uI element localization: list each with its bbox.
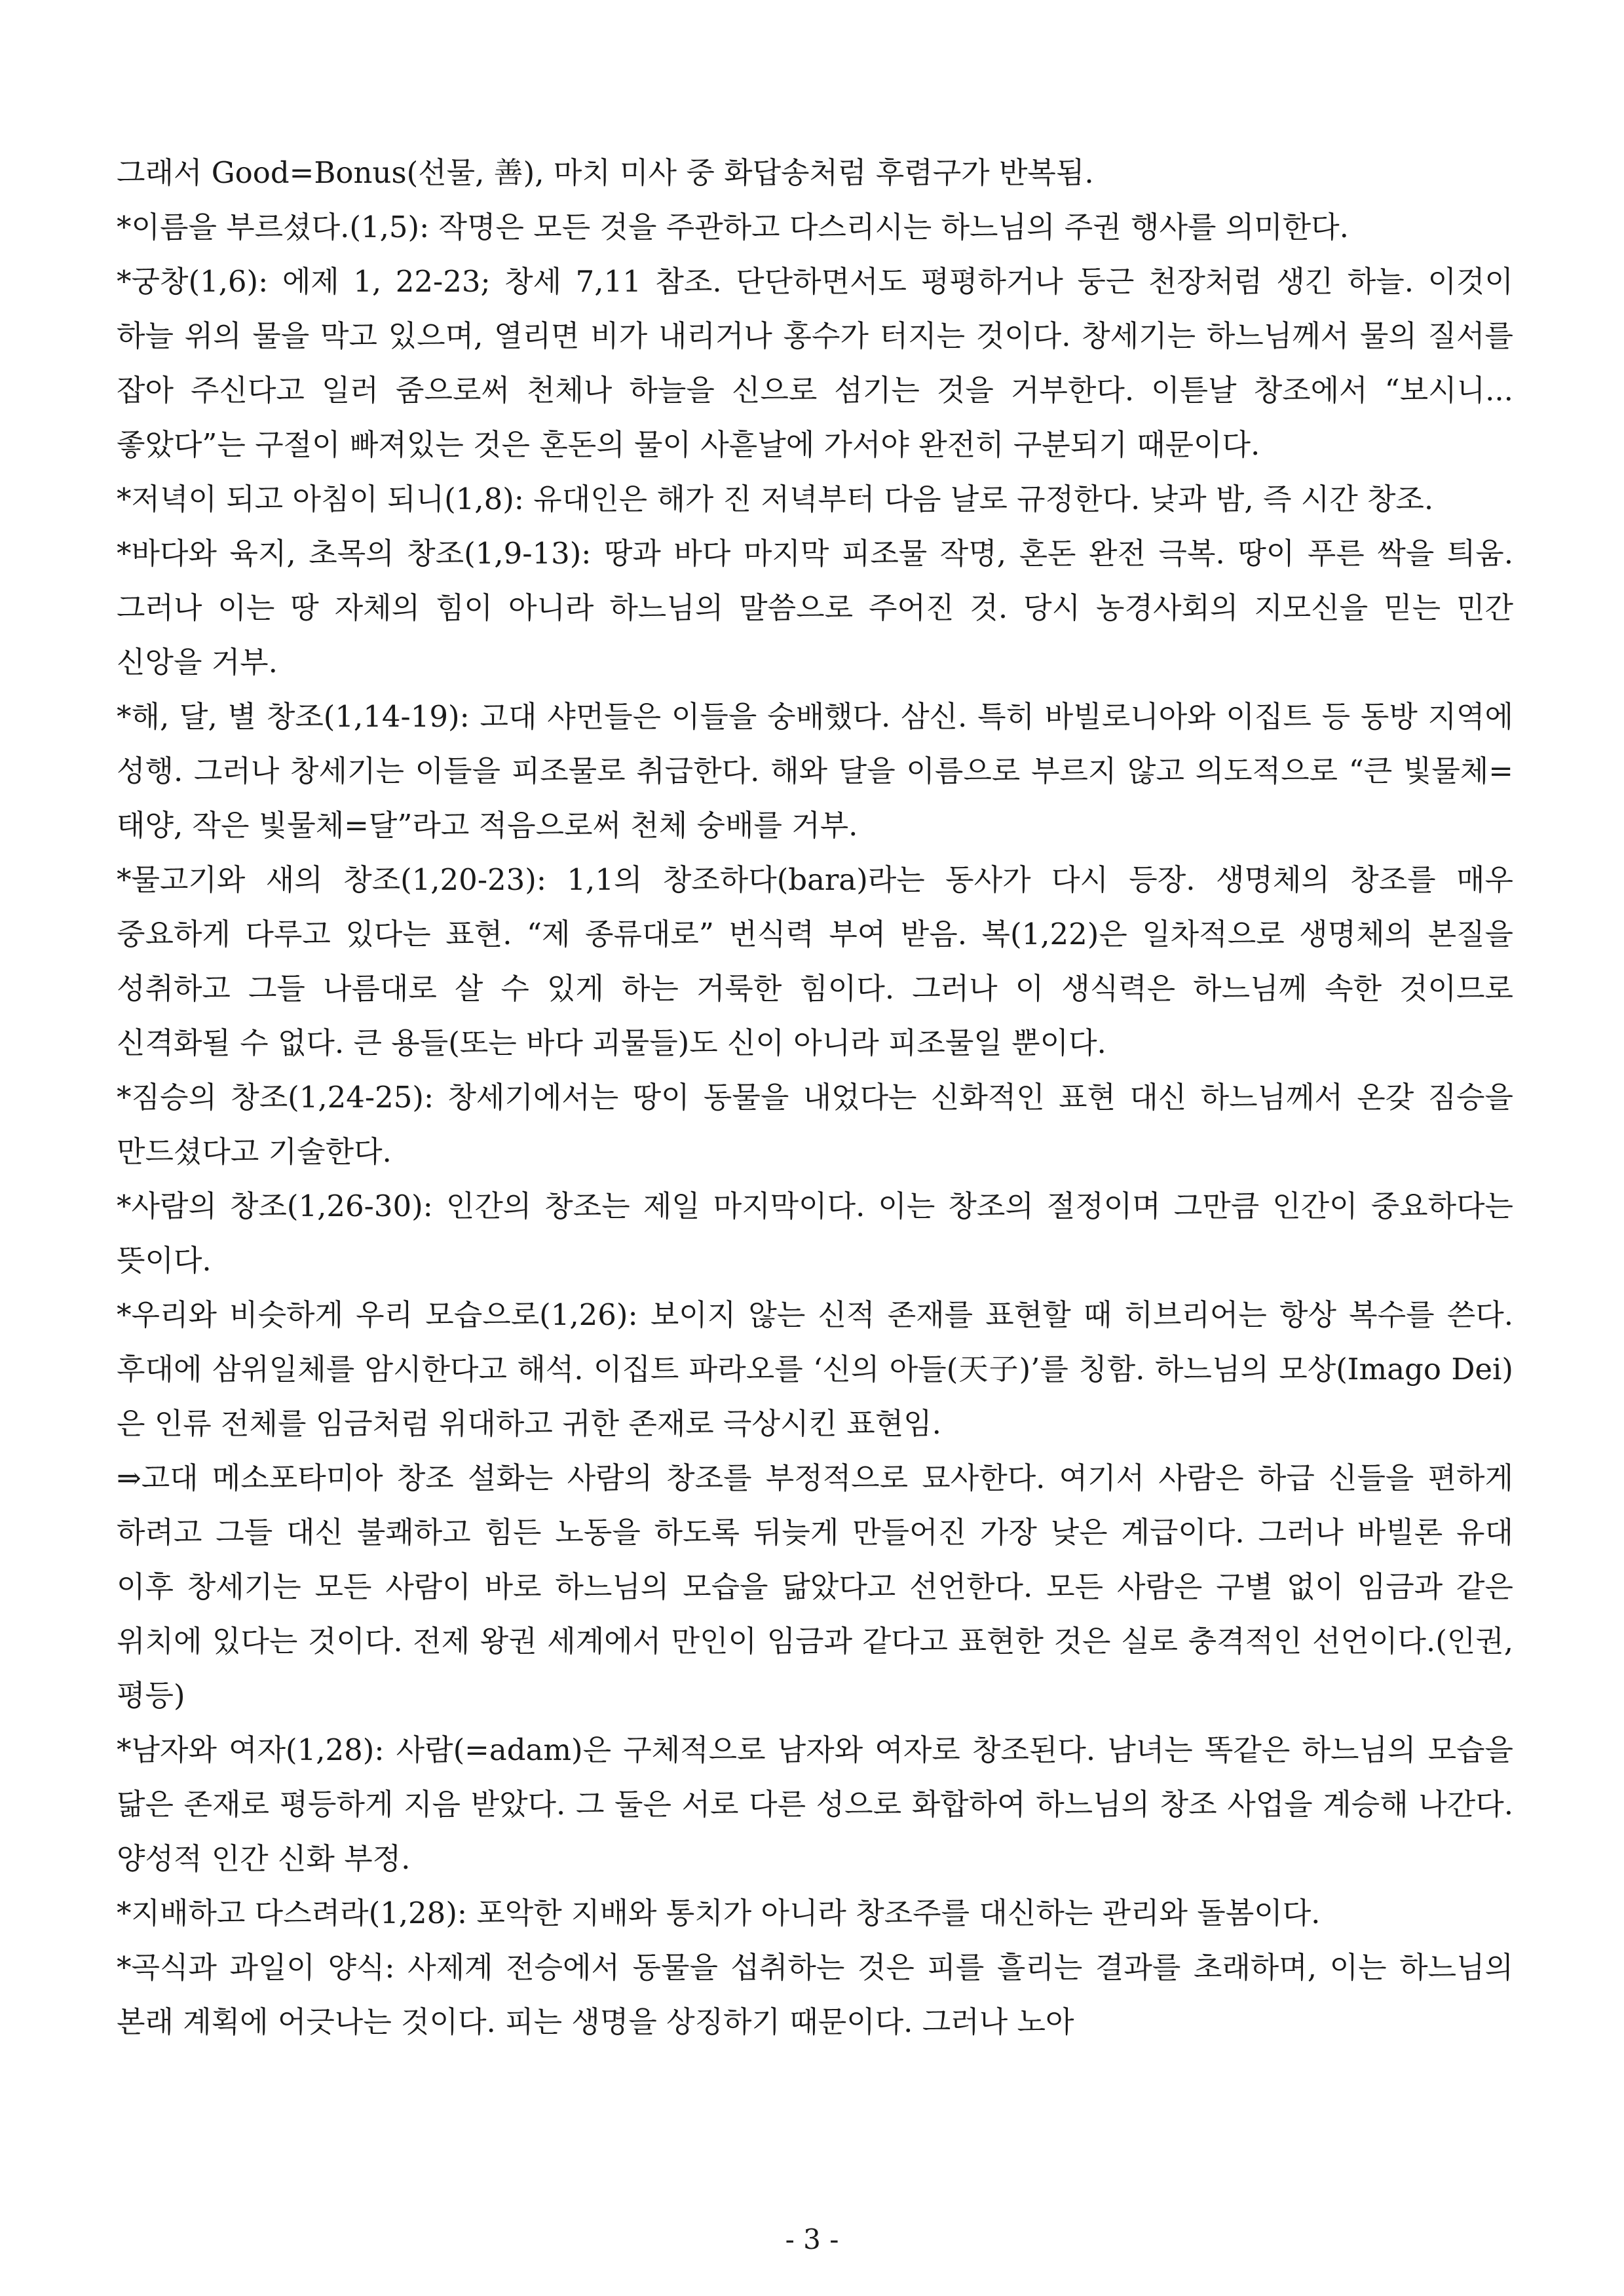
- page-number: - 3 -: [785, 2223, 839, 2255]
- paragraph-sun-moon-stars: *해, 달, 별 창조(1,14-19): 고대 샤먼들은 이들을 숭배했다. 삼신. 특히 바빌로니아와 이집트 등 동방 지역에 성행. 그러나 창세기는 이들을 피조물로 취급한다. 해와 달을 이름으로 부르지 않고 의도적으로 “큰 빛물체=태양, 작은 빛물체=달”라고 적음으로써 천체 숭배를 거부.: [117, 699, 1513, 843]
- paragraph-male-female: *남자와 여자(1,28): 사람(=adam)은 구체적으로 남자와 여자로 창조된다. 남녀는 똑같은 하느님의 모습을 닮은 존재로 평등하게 지음 받았다. 그 둘은 서로 다른 성으로 화합하여 하느님의 창조 사업을 계승해 나간다. 양성적 인간 신화 부정.: [117, 1732, 1513, 1876]
- paragraph-image-of-god: *우리와 비슷하게 우리 모습으로(1,26): 보이지 않는 신적 존재를 표현할 때 히브리어는 항상 복수를 쓴다. 후대에 삼위일체를 암시한다고 해석. 이집트 파라오를 ‘신의 아들(天子)’를 칭함. 하느님의 모상(Imago Dei)은 인류 전체를 임금처럼 위대하고 귀한 존재로 극상시킨 표현임.: [117, 1297, 1513, 1441]
- paragraph-food: *곡식과 과일이 양식: 사제계 전승에서 동물을 섭취하는 것은 피를 흘리는 결과를 초래하며, 이는 하느님의 본래 계획에 어긋나는 것이다. 피는 생명을 상징하기 때문이다. 그러나 노아: [117, 1950, 1513, 2039]
- paragraph-evening-morning: *저녁이 되고 아침이 되니(1,8): 유대인은 해가 진 저녁부터 다음 날로 규정한다. 낮과 밤, 즉 시간 창조.: [117, 482, 1434, 516]
- paragraph-human-creation: *사람의 창조(1,26-30): 인간의 창조는 제일 마지막이다. 이는 창조의 절정이며 그만큼 인간이 중요하다는 뜻이다.: [117, 1189, 1513, 1278]
- paragraph-animals: *짐승의 창조(1,24-25): 창세기에서는 땅이 동물을 내었다는 신화적인 표현 대신 하느님께서 온갖 짐승을 만드셨다고 기술한다.: [117, 1080, 1513, 1169]
- paragraph-mesopotamia: ⇒고대 메소포타미아 창조 설화는 사람의 창조를 부정적으로 묘사한다. 여기서 사람은 하급 신들을 편하게 하려고 그들 대신 불쾌하고 힘든 노동을 하도록 뒤늦게 만들어진 가장 낮은 계급이다. 그러나 바빌론 유대 이후 창세기는 모든 사람이 바로 하느님의 모습을 닮았다고 선언한다. 모든 사람은 구별 없이 임금과 같은 위치에 있다는 것이다. 전제 왕권 세계에서 만인이 임금과 같다고 표현한 것은 실로 충격적인 선언이다.(인권, 평등): [117, 1461, 1513, 1713]
- paragraph-naming: *이름을 부르셨다.(1,5): 작명은 모든 것을 주관하고 다스리시는 하느님의 주권 행사를 의미한다.: [117, 210, 1349, 244]
- paragraph-firmament: *궁창(1,6): 에제 1, 22-23; 창세 7,11 참조. 단단하면서도 평평하거나 둥근 천장처럼 생긴 하늘. 이것이 하늘 위의 물을 막고 있으며, 열리면 비가 내리거나 홍수가 터지는 것이다. 창세기는 하느님께서 물의 질서를 잡아 주신다고 일러 줌으로써 천체나 하늘을 신으로 섬기는 것을 거부한다. 이튿날 창조에서 “보시니... 좋았다”는 구절이 빠져있는 것은 혼돈의 물이 사흗날에 가서야 완전히 구분되기 때문이다.: [117, 264, 1513, 462]
- paragraph-dominion: *지배하고 다스려라(1,28): 포악한 지배와 통치가 아니라 창조주를 대신하는 관리와 돌봄이다.: [117, 1896, 1321, 1930]
- document-body: [117, 145, 1513, 2049]
- paragraph-sea-land-plants: *바다와 육지, 초목의 창조(1,9-13): 땅과 바다 마지막 피조물 작명, 혼돈 완전 극복. 땅이 푸른 싹을 틔움. 그러나 이는 땅 자체의 힘이 아니라 하느님의 말씀으로 주어진 것. 당시 농경사회의 지모신을 믿는 민간 신앙을 거부.: [117, 536, 1513, 679]
- paragraph-good-bonus: 그래서 Good=Bonus(선물, 善), 마치 미사 중 화답송처럼 후렴구가 반복됨.: [117, 155, 1094, 190]
- paragraph-fish-birds: *물고기와 새의 창조(1,20-23): 1,1의 창조하다(bara)라는 동사가 다시 등장. 생명체의 창조를 매우 중요하게 다루고 있다는 표현. “제 종류대로” 번식력 부여 받음. 복(1,22)은 일차적으로 생명체의 본질을 성취하고 그들 나름대로 살 수 있게 하는 거룩한 힘이다. 그러나 이 생식력은 하느님께 속한 것이므로 신격화될 수 없다. 큰 용들(또는 바다 괴물들)도 신이 아니라 피조물일 뿐이다.: [117, 862, 1513, 1060]
